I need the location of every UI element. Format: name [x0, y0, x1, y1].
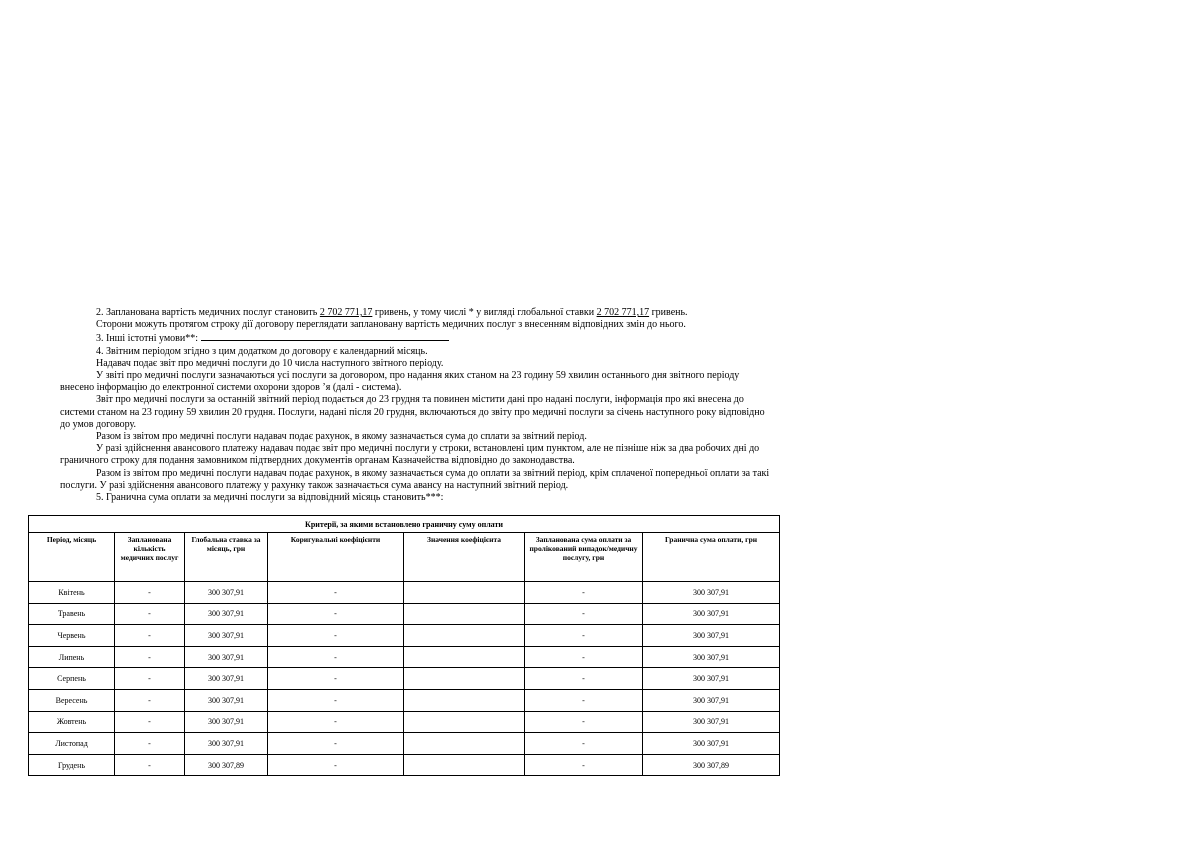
- header-global-rate: Глобальна ставка за місяць, грн: [185, 533, 268, 582]
- table-row: [29, 668, 780, 690]
- cell-global-rate: 300 307,91: [185, 646, 268, 668]
- contract-text: [60, 307, 770, 504]
- cell-quantity: -: [115, 582, 185, 604]
- table-row: [29, 754, 780, 776]
- cell-period: Грудень: [29, 754, 115, 776]
- cell-limit-sum: 300 307,91: [643, 689, 780, 711]
- cell-coefficient-value: [404, 646, 525, 668]
- cell-coefficients: -: [268, 689, 404, 711]
- cell-quantity: -: [115, 733, 185, 755]
- table-row: [29, 646, 780, 668]
- header-planned-quantity: Запланована кількість медичних послуг: [115, 533, 185, 582]
- cell-limit-sum: 300 307,91: [643, 733, 780, 755]
- cell-planned-sum: -: [525, 689, 643, 711]
- global-rate-value: 2 702 771,17: [596, 307, 650, 318]
- cell-period: Вересень: [29, 689, 115, 711]
- cell-global-rate: 300 307,91: [185, 603, 268, 625]
- cell-period: Жовтень: [29, 711, 115, 733]
- paragraph-planned-cost: 2. Запланована вартість медичних послуг становить 2 702 771,17 гривень, у тому числі * у вигляді глобальної ставки 2 702 771,17 гривень.: [96, 307, 688, 318]
- paragraph-reporting-period: 4. Звітним періодом згідно з цим додатком до договору є календарний місяць.: [96, 345, 428, 357]
- header-coefficient-value: Значення коефіцієнта: [404, 533, 525, 582]
- cell-limit-sum: 300 307,91: [643, 603, 780, 625]
- cell-coefficients: -: [268, 625, 404, 647]
- cell-global-rate: 300 307,91: [185, 711, 268, 733]
- cell-coefficient-value: [404, 582, 525, 604]
- cell-limit-sum: 300 307,91: [643, 711, 780, 733]
- cell-coefficients: -: [268, 733, 404, 755]
- table-row: [29, 711, 780, 733]
- cell-quantity: -: [115, 603, 185, 625]
- cell-coefficients: -: [268, 754, 404, 776]
- paragraph-report-deadline: Надавач подає звіт про медичні послуги до 10 числа наступного звітного періоду.: [96, 357, 444, 369]
- cell-period: Серпень: [29, 668, 115, 690]
- cell-coefficients: -: [268, 711, 404, 733]
- table-row: [29, 603, 780, 625]
- cell-planned-sum: -: [525, 668, 643, 690]
- cell-quantity: -: [115, 668, 185, 690]
- cell-coefficient-value: [404, 754, 525, 776]
- table-row: [29, 625, 780, 647]
- cell-quantity: -: [115, 689, 185, 711]
- header-adjustment-coefficients: Коригувальні коефіцієнти: [268, 533, 404, 582]
- cell-planned-sum: -: [525, 711, 643, 733]
- cell-limit-sum: 300 307,89: [643, 754, 780, 776]
- table-row: [29, 582, 780, 604]
- cell-period: Червень: [29, 625, 115, 647]
- paragraph-invoice-advance: Разом із звітом про медичні послуги надавач подає рахунок, в якому зазначається сума до оплати за звітний період, крім сплаченої попередньої оплати за такі послуги. У разі здійснення авансового платежу у рахунку також зазначається сума авансу на наступний звітний період.: [60, 467, 770, 491]
- cell-global-rate: 300 307,91: [185, 689, 268, 711]
- cell-quantity: -: [115, 754, 185, 776]
- table-row: [29, 689, 780, 711]
- cell-period: Квітень: [29, 582, 115, 604]
- cell-planned-sum: -: [525, 603, 643, 625]
- cell-planned-sum: -: [525, 625, 643, 647]
- cell-global-rate: 300 307,91: [185, 668, 268, 690]
- table-caption: Критерії, за якими встановлено граничну суму оплати: [29, 516, 780, 533]
- cell-coefficient-value: [404, 689, 525, 711]
- cell-global-rate: 300 307,89: [185, 754, 268, 776]
- cell-global-rate: 300 307,91: [185, 733, 268, 755]
- paragraph-advance-payment: У разі здійснення авансового платежу надавач подає звіт про медичні послуги у строки, встановлені цим пунктом, але не пізніше ніж за два робочих дні до граничного строку для подання замовником підтвердних документів органам Казначейства відповідно до законодавства.: [60, 443, 760, 467]
- cell-planned-sum: -: [525, 646, 643, 668]
- paragraph-last-period: Звіт про медичні послуги за останній звітний період подається до 23 грудня та повинен містити дані про надані послуги, інформація про які внесена до системи станом на 23 годину 59 хвилин 20 грудня. Послуги, надані після 20 грудня, включаються до звіту про медичні послуги за січень наступного року відповідно до умов договору.: [60, 394, 765, 430]
- paragraph-report-content: У звіті про медичні послуги зазначаються усі послуги за договором, про надання яких станом на 23 годину 59 хвилин останнього дня звітного періоду внесено інформацію до електронної системи охорони здоров ’я (далі - система).: [60, 370, 740, 394]
- cell-planned-sum: -: [525, 754, 643, 776]
- cell-global-rate: 300 307,91: [185, 582, 268, 604]
- cell-coefficient-value: [404, 603, 525, 625]
- cell-limit-sum: 300 307,91: [643, 582, 780, 604]
- planned-cost-value: 2 702 771,17: [319, 307, 373, 318]
- cell-limit-sum: 300 307,91: [643, 625, 780, 647]
- cell-coefficients: -: [268, 603, 404, 625]
- paragraph-other-terms: 3. Інші істотні умови**:: [60, 331, 770, 345]
- cell-period: Травень: [29, 603, 115, 625]
- cell-limit-sum: 300 307,91: [643, 668, 780, 690]
- cell-coefficient-value: [404, 711, 525, 733]
- cell-quantity: -: [115, 625, 185, 647]
- paragraph-revision: Сторони можуть протягом строку дії договору переглядати заплановану вартість медичних послуг з внесенням відповідних змін до нього.: [96, 319, 686, 331]
- cell-coefficients: -: [268, 646, 404, 668]
- cell-coefficient-value: [404, 625, 525, 647]
- cell-period: Липень: [29, 646, 115, 668]
- cell-coefficients: -: [268, 668, 404, 690]
- cell-coefficients: -: [268, 582, 404, 604]
- cell-quantity: -: [115, 711, 185, 733]
- header-period: Період, місяць: [29, 533, 115, 582]
- paragraph-limit-sum: 5. Гранична сума оплати за медичні послуги за відповідний місяць становить***:: [96, 492, 444, 504]
- header-limit-sum: Гранична сума оплати, грн: [643, 533, 780, 582]
- cell-global-rate: 300 307,91: [185, 625, 268, 647]
- cell-quantity: -: [115, 646, 185, 668]
- paragraph-invoice: Разом із звітом про медичні послуги надавач подає рахунок, в якому зазначається сума до сплати за звітний період.: [96, 431, 587, 443]
- payment-limit-table: [28, 515, 780, 776]
- cell-limit-sum: 300 307,91: [643, 646, 780, 668]
- other-terms-blank-line: [201, 331, 449, 341]
- table-row: [29, 733, 780, 755]
- cell-coefficient-value: [404, 668, 525, 690]
- cell-planned-sum: -: [525, 733, 643, 755]
- cell-coefficient-value: [404, 733, 525, 755]
- header-planned-sum: Запланована сума оплати за пролікований випадок/медичну послугу, грн: [525, 533, 643, 582]
- cell-period: Листопад: [29, 733, 115, 755]
- cell-planned-sum: -: [525, 582, 643, 604]
